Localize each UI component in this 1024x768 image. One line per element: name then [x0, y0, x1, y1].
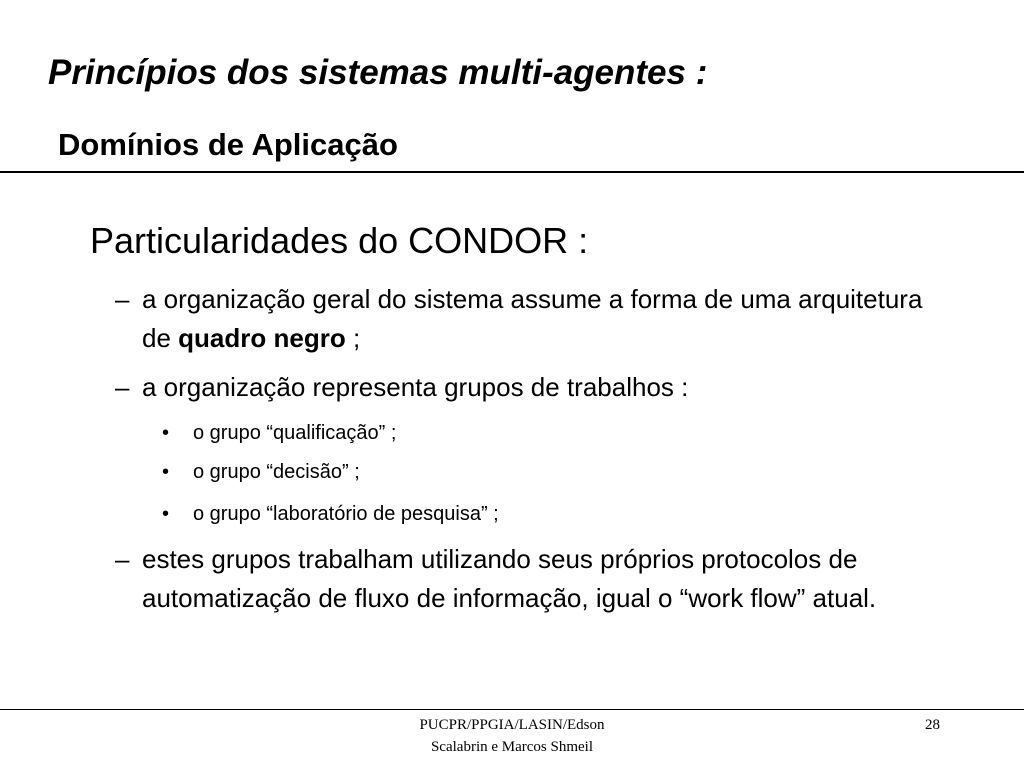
sub-list-item — [162, 419, 396, 447]
list-item-text — [142, 280, 935, 358]
sub-list-item-text: o grupo “decisão” ; — [193, 461, 360, 483]
page-number: 28 — [925, 717, 940, 733]
list-item-text: estes grupos trabalham utilizando seus próprios protocolos de automatização de fluxo de informação, igual o “work flow” atual. — [142, 544, 877, 613]
title-divider — [0, 171, 1024, 173]
bullet-marker: • — [162, 422, 170, 444]
footer-credits — [312, 714, 712, 758]
slide-subtitle: Domínios de Aplicação — [58, 127, 398, 162]
sub-list-item — [162, 458, 360, 486]
sub-list-item-text: o grupo “qualificação” ; — [193, 422, 397, 444]
bullet-marker: • — [162, 461, 170, 483]
sub-list-item-text: o grupo “laboratório de pesquisa” ; — [193, 503, 499, 525]
dash-marker: – — [115, 372, 130, 402]
bullet-marker: • — [162, 503, 170, 525]
list-item — [115, 280, 935, 358]
list-item — [115, 368, 935, 407]
list-item — [115, 540, 935, 618]
footer-line-1: PUCPR/PPGIA/LASIN/Edson — [419, 717, 605, 733]
slide-title: Princípios dos sistemas multi-agentes : — [48, 53, 708, 92]
emphasis-text: quadro negro — [178, 323, 346, 353]
list-item-text-end: ; — [345, 323, 361, 353]
footer-divider — [0, 709, 1024, 710]
list-item-text-start: a organização geral do sistema assume a forma de uma arquitetura de — [142, 284, 923, 353]
section-heading: Particularidades do CONDOR : — [90, 220, 589, 261]
list-item-text: a organização representa grupos de trabalhos : — [142, 372, 689, 402]
sub-list-item — [162, 500, 499, 528]
dash-marker: – — [115, 544, 130, 574]
dash-marker: – — [115, 284, 130, 314]
footer-line-2: Scalabrin e Marcos Shmeil — [430, 739, 594, 755]
